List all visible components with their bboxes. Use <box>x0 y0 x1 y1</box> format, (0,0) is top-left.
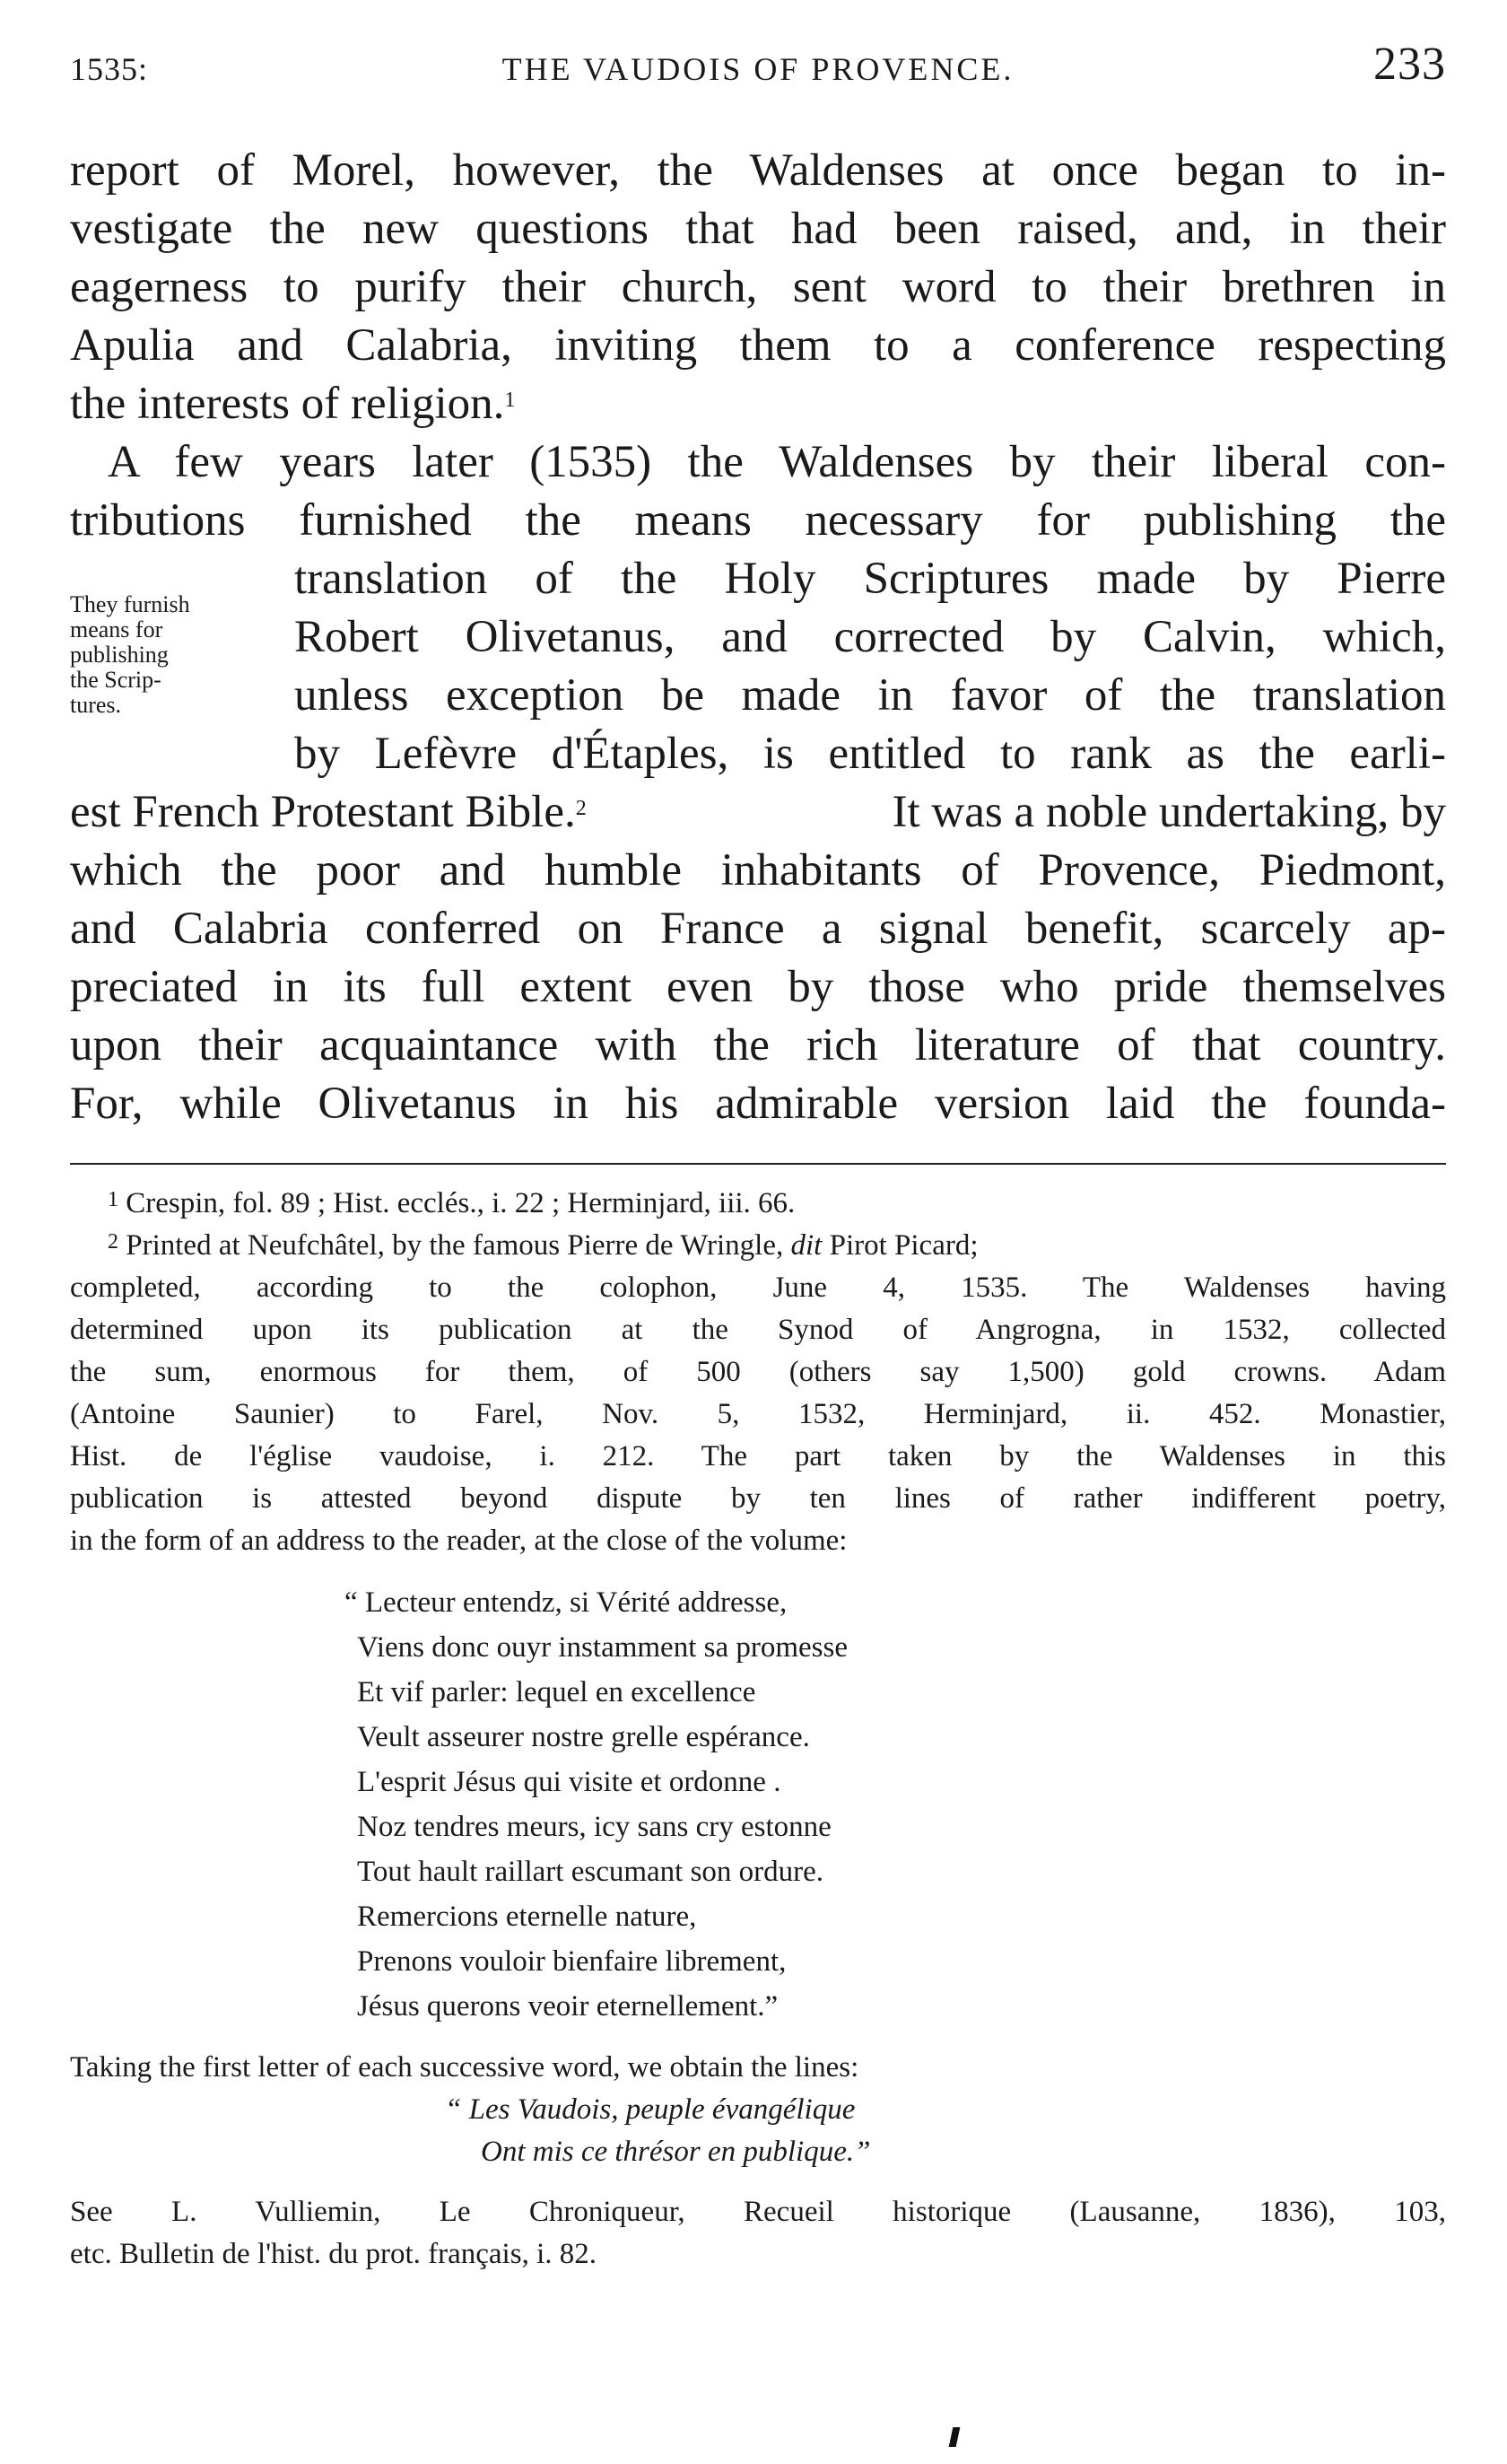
wrapped-text-block <box>294 550 1446 783</box>
poem-line: Prenons vouloir bienfaire librement, <box>357 1945 787 1978</box>
text-line: unless exception be made in favor of the translation <box>294 670 1446 721</box>
text-line: upon their acquaintance with the rich literature of that country. <box>70 1020 1446 1070</box>
poem-line: “ Lecteur entendz, si Vérité addresse, <box>344 1586 788 1619</box>
text-line: preciated in its full extent even by those who pride themselves <box>70 962 1446 1012</box>
footnote-text: Pirot Picard; <box>822 1229 979 1262</box>
footnote-line: See L. Vulliemin, Le Chroniqueur, Recueil historique (Lausanne, 1836), 103, <box>70 2196 1446 2228</box>
footnote-line: the sum, enormous for them, of 500 (others say 1,500) gold crowns. Adam <box>70 1356 1446 1388</box>
footnote-line: determined upon its publication at the Synod of Angrogna, in 1532, collected <box>70 1314 1446 1346</box>
marginal-note-line: publishing <box>70 642 169 668</box>
spacer <box>70 2173 1446 2191</box>
poem-line: Viens donc ouyr instamment sa promesse <box>357 1631 848 1664</box>
header-year: 1535: <box>70 51 149 87</box>
footnote-line: completed, according to the colophon, June 4, 1535. The Waldenses having <box>70 1271 1446 1304</box>
spacer <box>70 1562 1446 1580</box>
marginal-note-line: tures. <box>70 692 122 718</box>
text-line: tributions furnished the means necessary for publishing the <box>70 495 1446 546</box>
marginal-note-line: the Scrip- <box>70 667 161 693</box>
text-line: by Lefèvre d'Étaples, is entitled to rank as the earli- <box>294 729 1446 779</box>
text-line: which the poor and humble inhabitants of Provence, Piedmont, <box>70 845 1446 896</box>
text-fragment: the interests of religion. <box>70 379 505 429</box>
acrostic-line: Ont mis ce thrésor en publique.” <box>481 2136 871 2168</box>
poem-line: Remercions eternelle nature, <box>357 1900 697 1933</box>
text-line: and Calabria conferred on France a signal benefit, scarcely ap- <box>70 904 1446 954</box>
footnote-line: (Antoine Saunier) to Farel, Nov. 5, 1532, Herminjard, ii. 452. Monastier, <box>70 1398 1446 1430</box>
text-line: eagerness to purify their church, sent word to their brethren in <box>70 262 1446 312</box>
acrostic-lines <box>445 2089 1446 2173</box>
poem-line: Veult asseurer nostre grelle espérance. <box>357 1721 810 1753</box>
poem-line: Jésus querons veoir eternellement.” <box>357 1990 779 2023</box>
text-line <box>70 783 1446 842</box>
footnote-text: Crespin, fol. 89 ; Hist. ecclés., i. 22 ; Herminjard, iii. 66. <box>126 1187 796 1219</box>
page-number: 233 <box>1373 39 1446 90</box>
text-line: A few years later (1535) the Waldenses by their liberal con- <box>108 437 1446 487</box>
footnote-line: in the form of an address to the reader, at the close of the volume: <box>70 1525 848 1557</box>
footnote-ref-1: 1 <box>504 389 516 412</box>
marginal-note <box>70 592 276 718</box>
marginal-note-line: They furnish <box>70 591 190 617</box>
text-line: vestigate the new questions that had been raised, and, in their <box>70 204 1446 254</box>
poem-block <box>344 1580 1446 2029</box>
footnote-italic: dit <box>790 1229 823 1262</box>
footnote-2 <box>70 1225 1446 1267</box>
ink-mark <box>949 2427 961 2447</box>
footnotes <box>70 1183 1446 2276</box>
text-line: For, while Olivetanus in his admirable version laid the founda- <box>70 1079 1446 1129</box>
poem-line: Noz tendres meurs, icy sans cry estonne <box>357 1811 832 1843</box>
acrostic-line: “ Les Vaudois, peuple évangélique <box>445 2093 856 2126</box>
footnote-line: Hist. de l'église vaudoise, i. 212. The part taken by the Waldenses in this <box>70 1440 1446 1472</box>
poem-line: L'esprit Jésus qui visite et ordonne . <box>357 1766 781 1798</box>
poem-line: Et vif parler: lequel en excellence <box>357 1676 756 1708</box>
text-fragment <box>70 783 587 842</box>
footnote-divider <box>70 1163 1446 1165</box>
poem-line: Tout hault raillart escumant son ordure. <box>357 1856 824 1888</box>
footnote-1 <box>70 1183 1446 1225</box>
text-line: report of Morel, however, the Waldenses at once began to in- <box>70 145 1446 196</box>
spacer <box>70 2029 1446 2047</box>
footnote-line: etc. Bulletin de l'hist. du prot. français, i. 82. <box>70 2238 597 2270</box>
text-fragment: est French Protestant Bible. <box>70 787 576 837</box>
footnote-line: publication is attested beyond dispute by ten lines of rather indifferent poetry, <box>70 1482 1446 1515</box>
header-title: THE VAUDOIS OF PROVENCE. <box>501 51 1015 87</box>
marginal-note-line: means for <box>70 616 163 642</box>
running-header <box>70 38 1446 92</box>
text-line: Robert Olivetanus, and corrected by Calvin, which, <box>294 612 1446 662</box>
text-line: Apulia and Calabria, inviting them to a conference respecting <box>70 320 1446 371</box>
footnote-text: Printed at Neufchâtel, by the famous Pierre de Wringle, <box>126 1229 791 1262</box>
text-line: translation of the Holy Scriptures made by Pierre <box>294 554 1446 604</box>
footnote-line: Taking the first letter of each successive word, we obtain the lines: <box>70 2051 859 2084</box>
text-fragment: It was a noble undertaking, by <box>892 787 1446 837</box>
footnote-mark: 1 <box>108 1188 118 1211</box>
text-line <box>70 375 1446 433</box>
footnote-ref-2: 2 <box>575 797 587 820</box>
main-text <box>70 142 1446 1133</box>
footnote-mark: 2 <box>108 1230 118 1254</box>
